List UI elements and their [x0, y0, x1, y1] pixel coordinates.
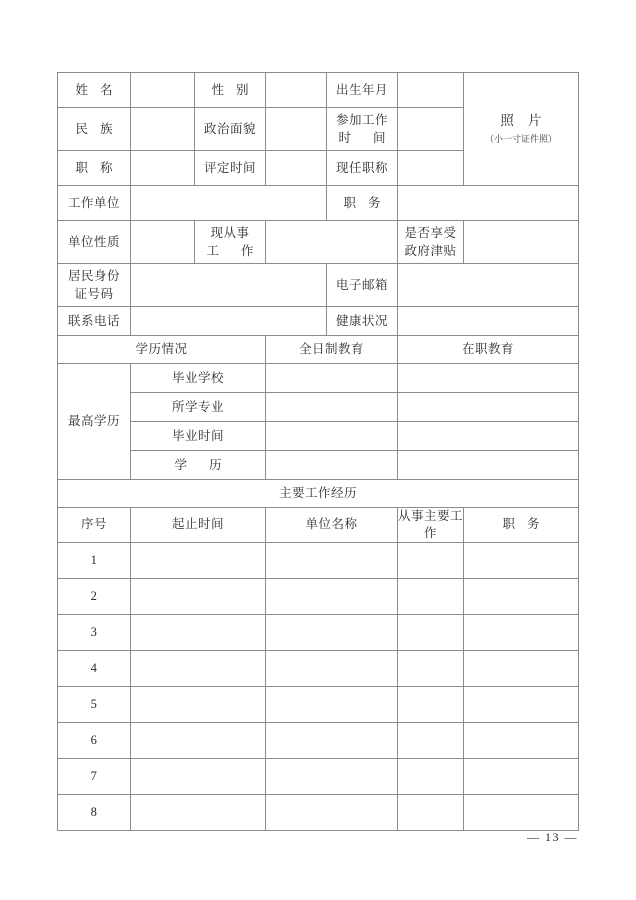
label-email: 电子邮箱 — [327, 264, 398, 307]
label-degree: 学 历 — [131, 451, 266, 480]
label-name: 姓 名 — [58, 73, 131, 108]
label-birth-date: 出生年月 — [327, 73, 398, 108]
cell-position[interactable] — [464, 794, 579, 830]
cell-unit[interactable] — [266, 758, 398, 794]
table-row — [58, 758, 579, 794]
cell-main-work[interactable] — [398, 758, 464, 794]
education-fulltime-label: 全日制教育 — [266, 336, 398, 364]
cell-row-index: 2 — [58, 578, 131, 614]
field-gender[interactable] — [266, 73, 327, 108]
work-experience-section-title: 主要工作经历 — [58, 480, 579, 508]
row-work-experience-columns — [58, 508, 579, 543]
cell-position[interactable] — [464, 578, 579, 614]
label-unit-nature: 单位性质 — [58, 221, 131, 264]
field-current-title[interactable] — [398, 151, 464, 186]
cell-main-work[interactable] — [398, 650, 464, 686]
col-header-period: 起止时间 — [131, 508, 266, 543]
row-unitnature-currentwork-allowance — [58, 221, 579, 264]
cell-period[interactable] — [131, 722, 266, 758]
field-ethnicity[interactable] — [131, 108, 195, 151]
cell-main-work[interactable] — [398, 614, 464, 650]
cell-row-index: 6 — [58, 722, 131, 758]
field-name[interactable] — [131, 73, 195, 108]
row-education-header — [58, 336, 579, 364]
label-highest-degree: 最高学历 — [58, 364, 131, 480]
field-fulltime-school[interactable] — [266, 364, 398, 393]
label-gender: 性 别 — [195, 73, 266, 108]
field-political-status[interactable] — [266, 108, 327, 151]
page-number: — 13 — — [527, 830, 578, 844]
field-position[interactable] — [398, 186, 579, 221]
cell-main-work[interactable] — [398, 578, 464, 614]
cell-position[interactable] — [464, 758, 579, 794]
label-title: 职 称 — [58, 151, 131, 186]
cell-period[interactable] — [131, 542, 266, 578]
row-education-school — [58, 364, 579, 393]
table-row — [58, 686, 579, 722]
label-ethnicity: 民 族 — [58, 108, 131, 151]
label-graduation-time: 毕业时间 — [131, 422, 266, 451]
col-header-index: 序号 — [58, 508, 131, 543]
label-political-status: 政治面貌 — [195, 108, 266, 151]
cell-unit[interactable] — [266, 686, 398, 722]
cell-row-index: 4 — [58, 650, 131, 686]
col-header-position: 职 务 — [464, 508, 579, 543]
cell-row-index: 8 — [58, 794, 131, 830]
table-row — [58, 542, 579, 578]
photo-label: 照 片 — [500, 112, 547, 129]
field-fulltime-degree[interactable] — [266, 451, 398, 480]
cell-position[interactable] — [464, 614, 579, 650]
personnel-info-form — [57, 72, 579, 831]
field-id-number[interactable] — [131, 264, 327, 307]
label-current-work: 现从事 工 作 — [195, 221, 266, 264]
field-current-work[interactable] — [266, 221, 398, 264]
row-education-major — [58, 393, 579, 422]
cell-row-index: 1 — [58, 542, 131, 578]
label-graduation-school: 毕业学校 — [131, 364, 266, 393]
cell-main-work[interactable] — [398, 686, 464, 722]
cell-row-index: 7 — [58, 758, 131, 794]
field-fulltime-major[interactable] — [266, 393, 398, 422]
cell-position[interactable] — [464, 650, 579, 686]
field-inservice-grad-time[interactable] — [398, 422, 579, 451]
field-title[interactable] — [131, 151, 195, 186]
col-header-unit: 单位名称 — [266, 508, 398, 543]
cell-main-work[interactable] — [398, 794, 464, 830]
cell-row-index: 5 — [58, 686, 131, 722]
cell-unit[interactable] — [266, 542, 398, 578]
field-email[interactable] — [398, 264, 579, 307]
field-unit-nature[interactable] — [131, 221, 195, 264]
label-evaluation-time: 评定时间 — [195, 151, 266, 186]
field-evaluation-time[interactable] — [266, 151, 327, 186]
field-gov-allowance[interactable] — [464, 221, 579, 264]
field-inservice-degree[interactable] — [398, 451, 579, 480]
row-education-degree — [58, 451, 579, 480]
field-phone[interactable] — [131, 307, 327, 336]
table-row — [58, 722, 579, 758]
cell-main-work[interactable] — [398, 722, 464, 758]
field-inservice-major[interactable] — [398, 393, 579, 422]
education-inservice-label: 在职教育 — [398, 336, 579, 364]
row-idnumber-email — [58, 264, 579, 307]
row-name-gender-birth — [58, 73, 579, 108]
cell-unit[interactable] — [266, 614, 398, 650]
cell-position[interactable] — [464, 722, 579, 758]
cell-period[interactable] — [131, 578, 266, 614]
label-major: 所学专业 — [131, 393, 266, 422]
label-current-title: 现任职称 — [327, 151, 398, 186]
label-work-unit: 工作单位 — [58, 186, 131, 221]
education-section-label: 学历情况 — [58, 336, 266, 364]
cell-main-work[interactable] — [398, 542, 464, 578]
row-education-gradtime — [58, 422, 579, 451]
field-health[interactable] — [398, 307, 579, 336]
cell-unit[interactable] — [266, 722, 398, 758]
cell-period[interactable] — [131, 758, 266, 794]
cell-position[interactable] — [464, 686, 579, 722]
field-work-unit[interactable] — [131, 186, 327, 221]
field-work-start-time[interactable] — [398, 108, 464, 151]
row-phone-health — [58, 307, 579, 336]
label-gov-allowance: 是否享受 政府津贴 — [398, 221, 464, 264]
table-row — [58, 650, 579, 686]
label-work-start-time: 参加工作 时 间 — [327, 108, 398, 151]
cell-period[interactable] — [131, 794, 266, 830]
field-birth-date[interactable] — [398, 73, 464, 108]
table-row — [58, 614, 579, 650]
photo-placeholder[interactable] — [464, 73, 579, 186]
row-workunit-position — [58, 186, 579, 221]
table-row — [58, 794, 579, 830]
col-header-main-work: 从事主要工作 — [398, 508, 464, 543]
label-position: 职 务 — [327, 186, 398, 221]
cell-period[interactable] — [131, 614, 266, 650]
label-phone: 联系电话 — [58, 307, 131, 336]
field-inservice-school[interactable] — [398, 364, 579, 393]
cell-position[interactable] — [464, 542, 579, 578]
field-fulltime-grad-time[interactable] — [266, 422, 398, 451]
cell-period[interactable] — [131, 650, 266, 686]
cell-unit[interactable] — [266, 650, 398, 686]
cell-unit[interactable] — [266, 578, 398, 614]
table-row — [58, 578, 579, 614]
label-health: 健康状况 — [327, 307, 398, 336]
row-work-experience-title — [58, 480, 579, 508]
photo-note: （小一寸证件照） — [484, 135, 557, 146]
cell-period[interactable] — [131, 686, 266, 722]
label-id-number: 居民身份 证号码 — [58, 264, 131, 307]
cell-unit[interactable] — [266, 794, 398, 830]
cell-row-index: 3 — [58, 614, 131, 650]
